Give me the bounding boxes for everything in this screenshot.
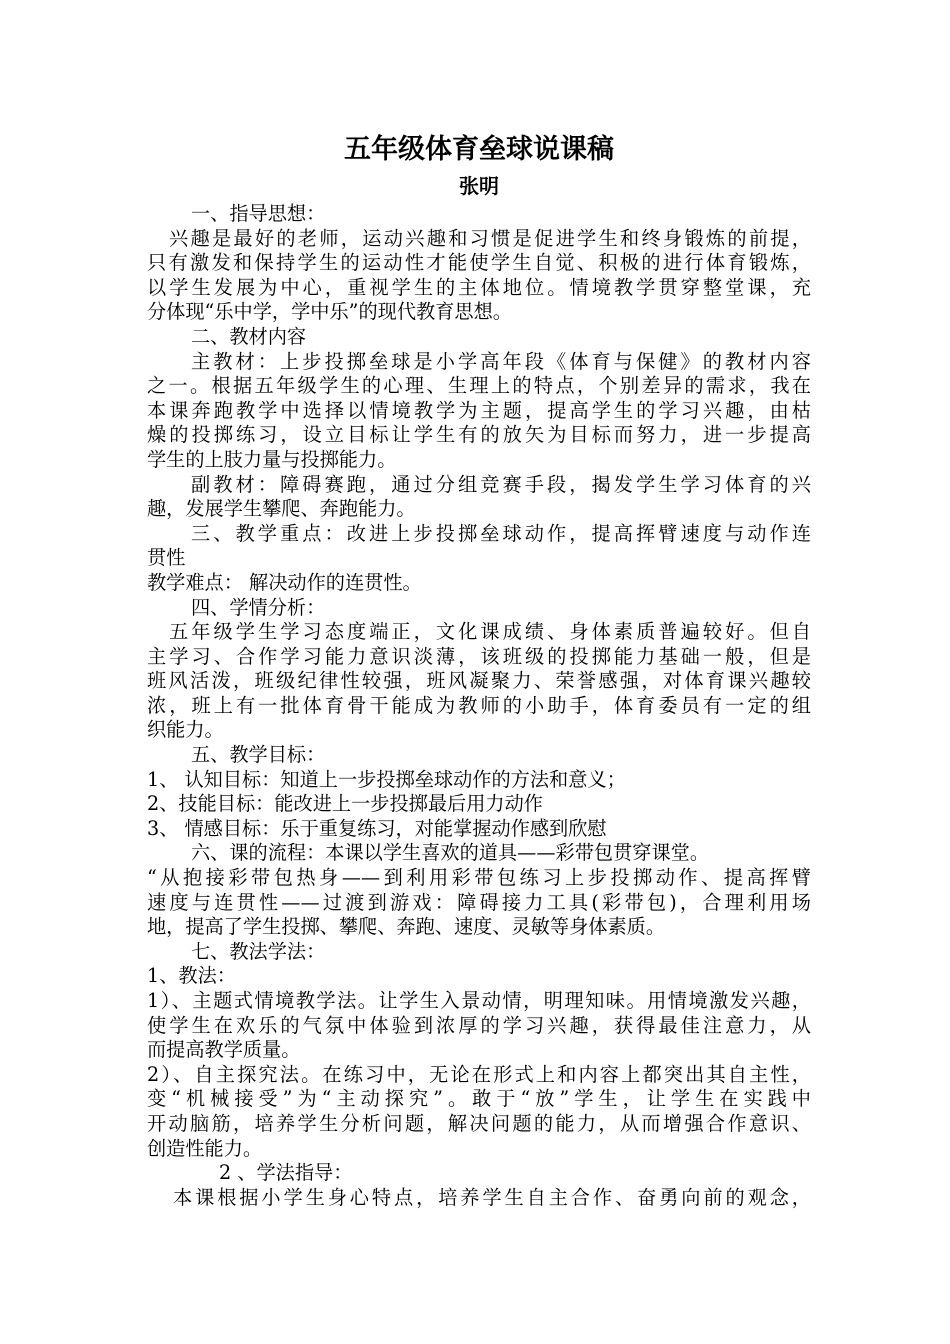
paragraph-line: 主教材：上步投掷垒球是小学高年段《体育与保健》的教材内容	[191, 349, 811, 373]
paragraph-line: 兴趣是最好的老师，运动兴趣和习惯是促进学生和终身锻炼的前提，	[169, 226, 811, 250]
paragraph-line: 开动脑筋，培养学生分析问题，解决问题的能力，从而增强合作意识、	[147, 1111, 811, 1135]
paragraph-line: 分体现“乐中学，学中乐”的现代教育思想。	[147, 300, 512, 324]
list-item: 2、技能目标：能改进上一步投掷最后用力动作	[147, 792, 543, 816]
paragraph-line: 主学习、合作学习能力意识淡薄，该班级的投掷能力基础一般，但是	[147, 644, 811, 668]
document-author: 张明	[459, 174, 499, 198]
paragraph-line: 地，提高了学生投掷、攀爬、奔跑、速度、灵敏等身体素质。	[147, 915, 666, 939]
paragraph-line: 教学难点： 解决动作的连贯性。	[147, 570, 422, 594]
paragraph-line: 创造性能力。	[147, 1136, 263, 1160]
paragraph-line: 趣，发展学生攀爬、奔跑能力。	[147, 497, 416, 521]
paragraph-line: 五年级学生学习态度端正，文化课成绩、身体素质普遍较好。但自	[169, 620, 811, 644]
section-heading: 一、指导思想：	[191, 202, 326, 225]
section-heading: 三、教学重点：改进上步投掷垒球动作，提高挥臂速度与动作连	[191, 521, 811, 545]
paragraph-line: 本课根据小学生身心特点，培养学生自主合作、奋勇向前的观念，	[173, 1185, 811, 1209]
paragraph-line: 之一。根据五年级学生的心理、生理上的特点，个别差异的需求，我在	[147, 374, 811, 398]
paragraph-line: 贯性	[147, 546, 186, 570]
paragraph-line: 燥的投掷练习，设立目标让学生有的放矢为目标而努力，进一步提高	[147, 423, 811, 447]
paragraph-line: 速度与连贯性——过渡到游戏：障碍接力工具(彩带包)，合理利用场	[147, 890, 811, 914]
paragraph-line: 浓，班上有一批体育骨干能成为教师的小助手，体育委员有一定的组	[147, 693, 811, 717]
section-heading: 六、课的流程：本课以学生喜欢的道具——彩带包贯穿课堂。	[191, 841, 710, 865]
subsection-heading: 2 、学法指导：	[219, 1161, 353, 1185]
list-item: 1、 认知目标：知道上一步投掷垒球动作的方法和意义；	[147, 767, 626, 791]
paragraph-line: 以学生发展为中心，重视学生的主体地位。情境教学贯穿整堂课，充	[147, 275, 811, 299]
paragraph-line: 班风活泼，班级纪律性较强，班风凝聚力、荣誉感强，对体育课兴趣较	[147, 669, 811, 693]
subsection-heading: 1、教法：	[147, 964, 236, 988]
paragraph-line: 织能力。	[147, 718, 224, 742]
paragraph-line: 副教材：障碍赛跑，通过分组竞赛手段，揭发学生学习体育的兴	[191, 472, 811, 496]
paragraph-line: 只有激发和保持学生的运动性才能使学生自觉、积极的进行体育锻炼，	[147, 251, 811, 275]
paragraph-line: “从抱接彩带包热身——到利用彩带包练习上步投掷动作、提高挥臂	[147, 866, 811, 890]
section-heading: 七、教法学法：	[191, 939, 326, 963]
paragraph-line: 而提高教学质量。	[147, 1038, 301, 1062]
paragraph-line: 2）、自主探究法。在练习中，无论在形式上和内容上都突出其自主性，	[147, 1062, 811, 1086]
paragraph-line: 变“机械接受”为“主动探究”。敢于“放”学生，让学生在实践中	[147, 1087, 811, 1111]
paragraph-line: 本课奔跑教学中选择以情境教学为主题，提高学生的学习兴趣，由枯	[147, 398, 811, 422]
section-heading: 四、学情分析：	[191, 595, 326, 619]
document-page	[147, 130, 811, 1210]
paragraph-line: 1）、主题式情境教学法。让学生入景动情，明理知味。用情境激发兴趣，	[147, 989, 811, 1012]
list-item: 3、 情感目标：乐于重复练习，对能掌握动作感到欣慰	[147, 816, 607, 840]
paragraph-line: 使学生在欢乐的气氛中体验到浓厚的学习兴趣，获得最佳注意力，从	[147, 1013, 811, 1037]
section-heading: 二、教材内容	[191, 324, 307, 348]
paragraph-line: 学生的上肢力量与投掷能力。	[147, 447, 397, 471]
section-heading: 五、教学目标：	[191, 743, 326, 767]
document-title: 五年级体育垒球说课稿	[344, 134, 614, 165]
